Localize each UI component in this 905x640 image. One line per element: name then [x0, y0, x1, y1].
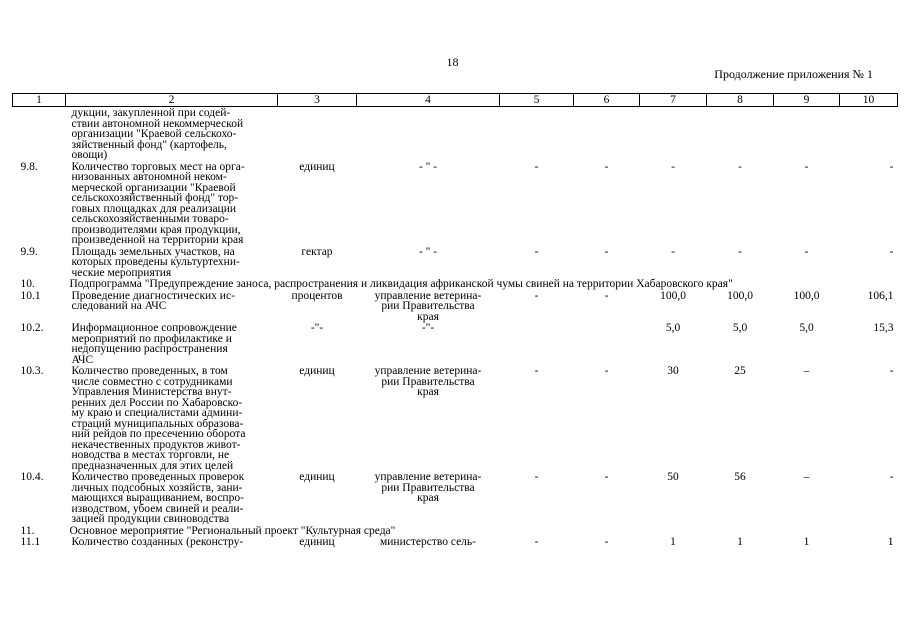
- executor-line: - " -: [418, 245, 438, 258]
- table-body: [13, 107, 898, 548]
- value-col-6: -: [604, 160, 609, 173]
- value-col-7: -: [671, 245, 675, 258]
- column-header-6: 6: [574, 94, 640, 107]
- indicator-name-line: новодства в местах торговли, не: [71, 449, 230, 461]
- value-col-8: -: [738, 245, 742, 258]
- value-col-9: –: [803, 471, 810, 483]
- table-row: [13, 246, 898, 279]
- executor-line: края: [417, 310, 439, 323]
- value-col-6: -: [604, 471, 609, 483]
- executor-line: рии Правительства: [381, 481, 475, 494]
- section-row: [13, 525, 898, 537]
- value-col-7: 50: [667, 471, 679, 483]
- row-number: 9.8.: [20, 160, 38, 173]
- value-col-10: 15,3: [873, 322, 894, 334]
- executor: [357, 471, 500, 525]
- indicator-name-line: изводством, убоем свиней и реали-: [71, 502, 244, 515]
- value-col-7: 30: [667, 365, 679, 377]
- indicator-name: [66, 536, 278, 548]
- value-col-10: -: [889, 245, 894, 258]
- page-number: 18: [446, 55, 459, 69]
- executor: [357, 107, 500, 161]
- column-header-3: 3: [278, 94, 357, 107]
- executor-line: управление ветерина-: [374, 365, 482, 377]
- executor: [357, 290, 500, 323]
- indicator-name: [66, 471, 278, 525]
- indicator-name-line: производителями края продукции,: [71, 223, 241, 236]
- value-col-10: -: [889, 160, 894, 173]
- value-col-10: -: [889, 365, 894, 377]
- section-title: Основное мероприятие "Региональный проект "Культурная среда": [69, 524, 396, 537]
- indicator-name-line: числе совместно с сотрудниками: [71, 375, 233, 388]
- unit: единиц: [299, 160, 335, 173]
- value-col-5: -: [534, 471, 539, 483]
- indicator-name-line: Количество торговых мест на орга-: [71, 160, 245, 173]
- indicator-name-line: Количество проведенных проверок: [71, 471, 245, 483]
- table-row: [13, 365, 898, 471]
- unit: -"-: [310, 322, 324, 334]
- column-header-1: 1: [13, 94, 66, 107]
- row-number: 10.3.: [20, 365, 44, 377]
- executor-line: министерство сель-: [380, 536, 476, 548]
- row-number: 10.1: [20, 289, 41, 302]
- indicator-name-line: следований на АЧС: [71, 300, 167, 312]
- table-header-row: [13, 94, 898, 107]
- unit: единиц: [299, 471, 335, 483]
- indicator-name: [66, 246, 278, 279]
- executor: [357, 536, 500, 548]
- value-col-9: 1: [803, 536, 810, 548]
- value-col-7: 100,0: [660, 289, 686, 302]
- indicator-name-line: некачественных продуктов живот-: [71, 438, 241, 451]
- indicator-name-line: Количество созданных (реконстру-: [71, 536, 244, 548]
- column-header-5: 5: [500, 94, 574, 107]
- indicator-name-line: сельскохозяйственный фонд" тор-: [71, 192, 239, 204]
- value-col-7: 5,0: [665, 322, 681, 334]
- column-header-9: 9: [774, 94, 840, 107]
- row-number: 10.: [20, 278, 35, 290]
- indicator-name-line: предназначенных для этих целей: [71, 459, 234, 472]
- indicator-name-line: сельскохозяйственными товаро-: [71, 213, 229, 225]
- indicator-name-line: мерческой организации "Краевой: [71, 181, 236, 194]
- indicator-name-line: страций муниципальных образова-: [71, 417, 244, 430]
- column-header-4: 4: [357, 94, 500, 107]
- table-row: [13, 536, 898, 548]
- indicator-name-line: зацией продукции свиноводства: [71, 513, 230, 525]
- row-number: 11.: [20, 524, 35, 537]
- table-row: [13, 161, 898, 246]
- value-col-7: 1: [670, 536, 676, 548]
- indicator-name: [66, 107, 278, 161]
- executor: [357, 322, 500, 365]
- indicator-name-line: ствии автономной некоммерческой: [71, 117, 244, 130]
- value-col-5: [500, 322, 574, 365]
- value-col-7: -: [671, 160, 675, 173]
- value-col-6: -: [604, 536, 609, 548]
- value-col-8: -: [738, 160, 742, 173]
- value-col-10: [840, 107, 898, 161]
- value-col-8: [707, 107, 774, 161]
- indicator-name-line: зяйственный фонд" (картофель,: [71, 138, 227, 151]
- value-col-5: -: [534, 536, 539, 548]
- value-col-6: -: [604, 245, 609, 258]
- executor: [357, 161, 500, 246]
- value-col-9: [774, 107, 840, 161]
- executor-line: края: [417, 492, 439, 504]
- indicator-name-line: низованных автономной неком-: [71, 171, 227, 183]
- table-row: [13, 322, 898, 365]
- indicator-name-line: ческие мероприятия: [71, 266, 172, 279]
- column-header-2: 2: [66, 94, 278, 107]
- indicator-name: [66, 161, 278, 246]
- value-col-8: 25: [734, 365, 746, 377]
- executor: [357, 365, 500, 471]
- indicator-name-line: ний рейдов по пресечению оборота: [71, 428, 246, 440]
- value-col-6: [574, 322, 640, 365]
- indicators-table: [12, 93, 898, 548]
- value-col-8: 5,0: [732, 322, 748, 334]
- value-col-8: 56: [734, 471, 746, 483]
- value-col-5: -: [534, 160, 539, 173]
- indicator-name-line: мероприятий по профилактике и: [71, 332, 232, 345]
- row-number: 10.2.: [20, 322, 44, 334]
- value-col-5: [500, 107, 574, 161]
- value-col-8: 100,0: [727, 289, 753, 302]
- value-col-5: -: [534, 289, 539, 302]
- value-col-9: -: [804, 160, 809, 173]
- table-row: [13, 107, 898, 161]
- value-col-6: -: [604, 289, 609, 302]
- executor-line: управление ветерина-: [374, 289, 482, 302]
- row-number: [13, 107, 66, 161]
- value-col-9: –: [803, 365, 810, 377]
- value-col-10: -: [889, 471, 894, 483]
- value-col-5: -: [534, 365, 539, 377]
- indicator-name-line: АЧС: [71, 353, 94, 366]
- continuation-note: Продолжение приложения № 1: [714, 67, 873, 81]
- indicator-name-line: Количество проведенных, в том: [71, 365, 228, 377]
- section-title: Подпрограмма "Предупреждение заноса, распространения и ликвидация африканской чумы свиней на территории Хабаровского края": [69, 278, 733, 290]
- executor-line: рии Правительства: [381, 375, 475, 388]
- column-header-7: 7: [640, 94, 707, 107]
- indicator-name: [66, 365, 278, 471]
- executor-line: рии Правительства: [381, 300, 475, 312]
- executor-line: -"-: [421, 322, 435, 334]
- value-col-8: 1: [737, 536, 743, 548]
- unit: процентов: [291, 289, 343, 302]
- indicator-name-line: произведенной на территории края: [71, 234, 244, 246]
- section-row: [13, 278, 898, 290]
- value-col-9: 100,0: [793, 289, 820, 302]
- indicator-name-line: организации "Краевой сельскохо-: [71, 128, 237, 140]
- indicator-name-line: Информационное сопровождение: [71, 322, 237, 334]
- unit: [278, 107, 357, 161]
- indicator-name-line: недопущению распространения: [71, 343, 228, 355]
- unit: единиц: [299, 365, 335, 377]
- value-col-10: 106,1: [867, 289, 894, 302]
- indicator-name-line: ренних дел России по Хабаровско-: [71, 396, 243, 409]
- indicator-name-line: мающихся выращиванием, воспро-: [71, 492, 244, 504]
- value-col-9: 5,0: [799, 322, 814, 334]
- value-col-6: -: [604, 365, 609, 377]
- column-header-10: 10: [840, 94, 898, 107]
- executor-line: - " -: [418, 160, 438, 173]
- executor-line: края: [417, 386, 439, 398]
- row-number: 10.4.: [20, 471, 44, 483]
- indicator-name: [66, 290, 278, 323]
- unit: единиц: [299, 536, 335, 548]
- value-col-7: [640, 107, 707, 161]
- indicator-name-line: Проведение диагностических ис-: [71, 289, 235, 302]
- value-col-10: 1: [887, 536, 894, 548]
- table-row: [13, 290, 898, 323]
- value-col-9: -: [804, 245, 809, 258]
- indicator-name-line: дукции, закупленной при содей-: [71, 107, 231, 119]
- table-row: [13, 471, 898, 525]
- value-col-5: -: [534, 245, 539, 258]
- column-header-8: 8: [707, 94, 774, 107]
- indicator-name-line: Площадь земельных участков, на: [71, 245, 235, 258]
- indicator-name-line: личных подсобных хозяйств, зани-: [71, 481, 243, 494]
- indicator-name-line: му краю и специалистами админи-: [71, 407, 243, 419]
- row-number: 9.9.: [20, 245, 38, 258]
- executor: [357, 246, 500, 279]
- unit: гектар: [301, 245, 333, 258]
- indicator-name-line: Управления Министерства внут-: [71, 386, 232, 398]
- indicator-name-line: говых площадках для реализации: [71, 202, 237, 215]
- row-number: 11.1: [20, 536, 41, 548]
- indicator-name: [66, 322, 278, 365]
- executor-line: управление ветерина-: [374, 471, 482, 483]
- value-col-6: [574, 107, 640, 161]
- indicator-name-line: овощи): [71, 149, 108, 161]
- indicator-name-line: которых проведены культуртехни-: [71, 256, 240, 268]
